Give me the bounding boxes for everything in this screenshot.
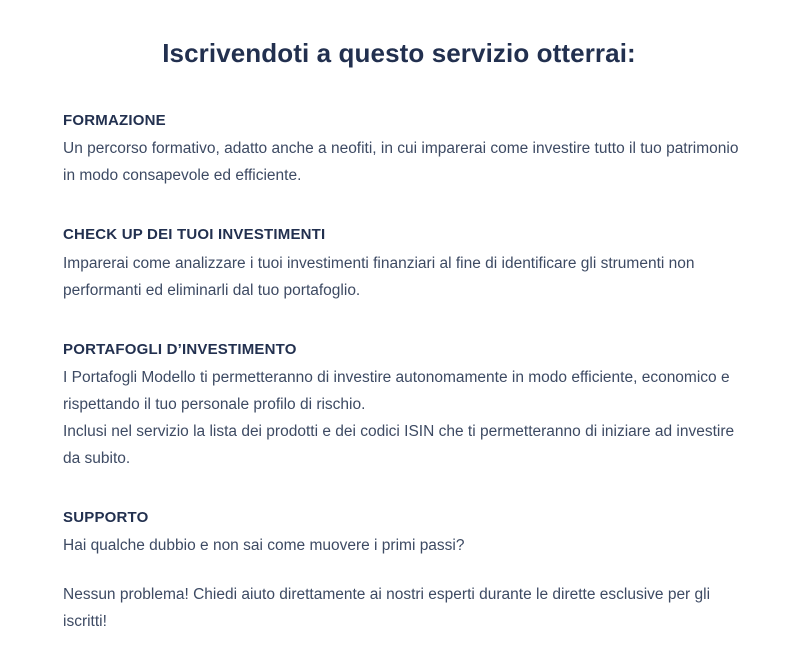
benefit-section-supporto bbox=[63, 508, 753, 635]
section-heading-supporto: SUPPORTO bbox=[63, 508, 149, 526]
section-body-portafogli bbox=[63, 364, 753, 472]
section-heading-portafogli: PORTAFOGLI D’INVESTIMENTO bbox=[63, 340, 297, 358]
benefit-section-portafogli bbox=[63, 340, 753, 472]
section-paragraph: Imparerai come analizzare i tuoi investimenti finanziari al fine di identificare gli strumenti non performanti ed eliminarli dal tuo portafoglio. bbox=[63, 254, 695, 299]
section-body-supporto bbox=[63, 532, 753, 635]
section-paragraph: Un percorso formativo, adatto anche a neofiti, in cui imparerai come investire tutto il tuo patrimonio in modo consapevole ed efficiente. bbox=[63, 140, 739, 185]
section-body-check-up bbox=[63, 250, 753, 304]
section-heading-check-up: CHECK UP DEI TUOI INVESTIMENTI bbox=[63, 226, 326, 244]
section-paragraph: I Portafogli Modello ti permetteranno di investire autonomamente in modo efficiente, economico e rispettando il tuo personale profilo di rischio. bbox=[63, 368, 730, 413]
benefits-section-list bbox=[63, 111, 753, 635]
section-paragraph: Nessun problema! Chiedi aiuto direttamente ai nostri esperti durante le dirette esclusive per gli iscritti! bbox=[63, 586, 711, 630]
page-title: Iscrivendoti a questo servizio otterrai: bbox=[162, 38, 636, 68]
section-paragraph: Inclusi nel servizio la lista dei prodotti e dei codici ISIN che ti permetteranno di iniziare ad investire da subito. bbox=[63, 422, 735, 467]
section-paragraph: Hai qualche dubbio e non sai come muovere i primi passi? bbox=[63, 537, 465, 554]
benefit-section-formazione bbox=[63, 111, 753, 189]
section-body-formazione bbox=[63, 135, 753, 189]
benefit-section-check-up bbox=[63, 225, 753, 303]
section-heading-formazione: FORMAZIONE bbox=[63, 112, 166, 129]
